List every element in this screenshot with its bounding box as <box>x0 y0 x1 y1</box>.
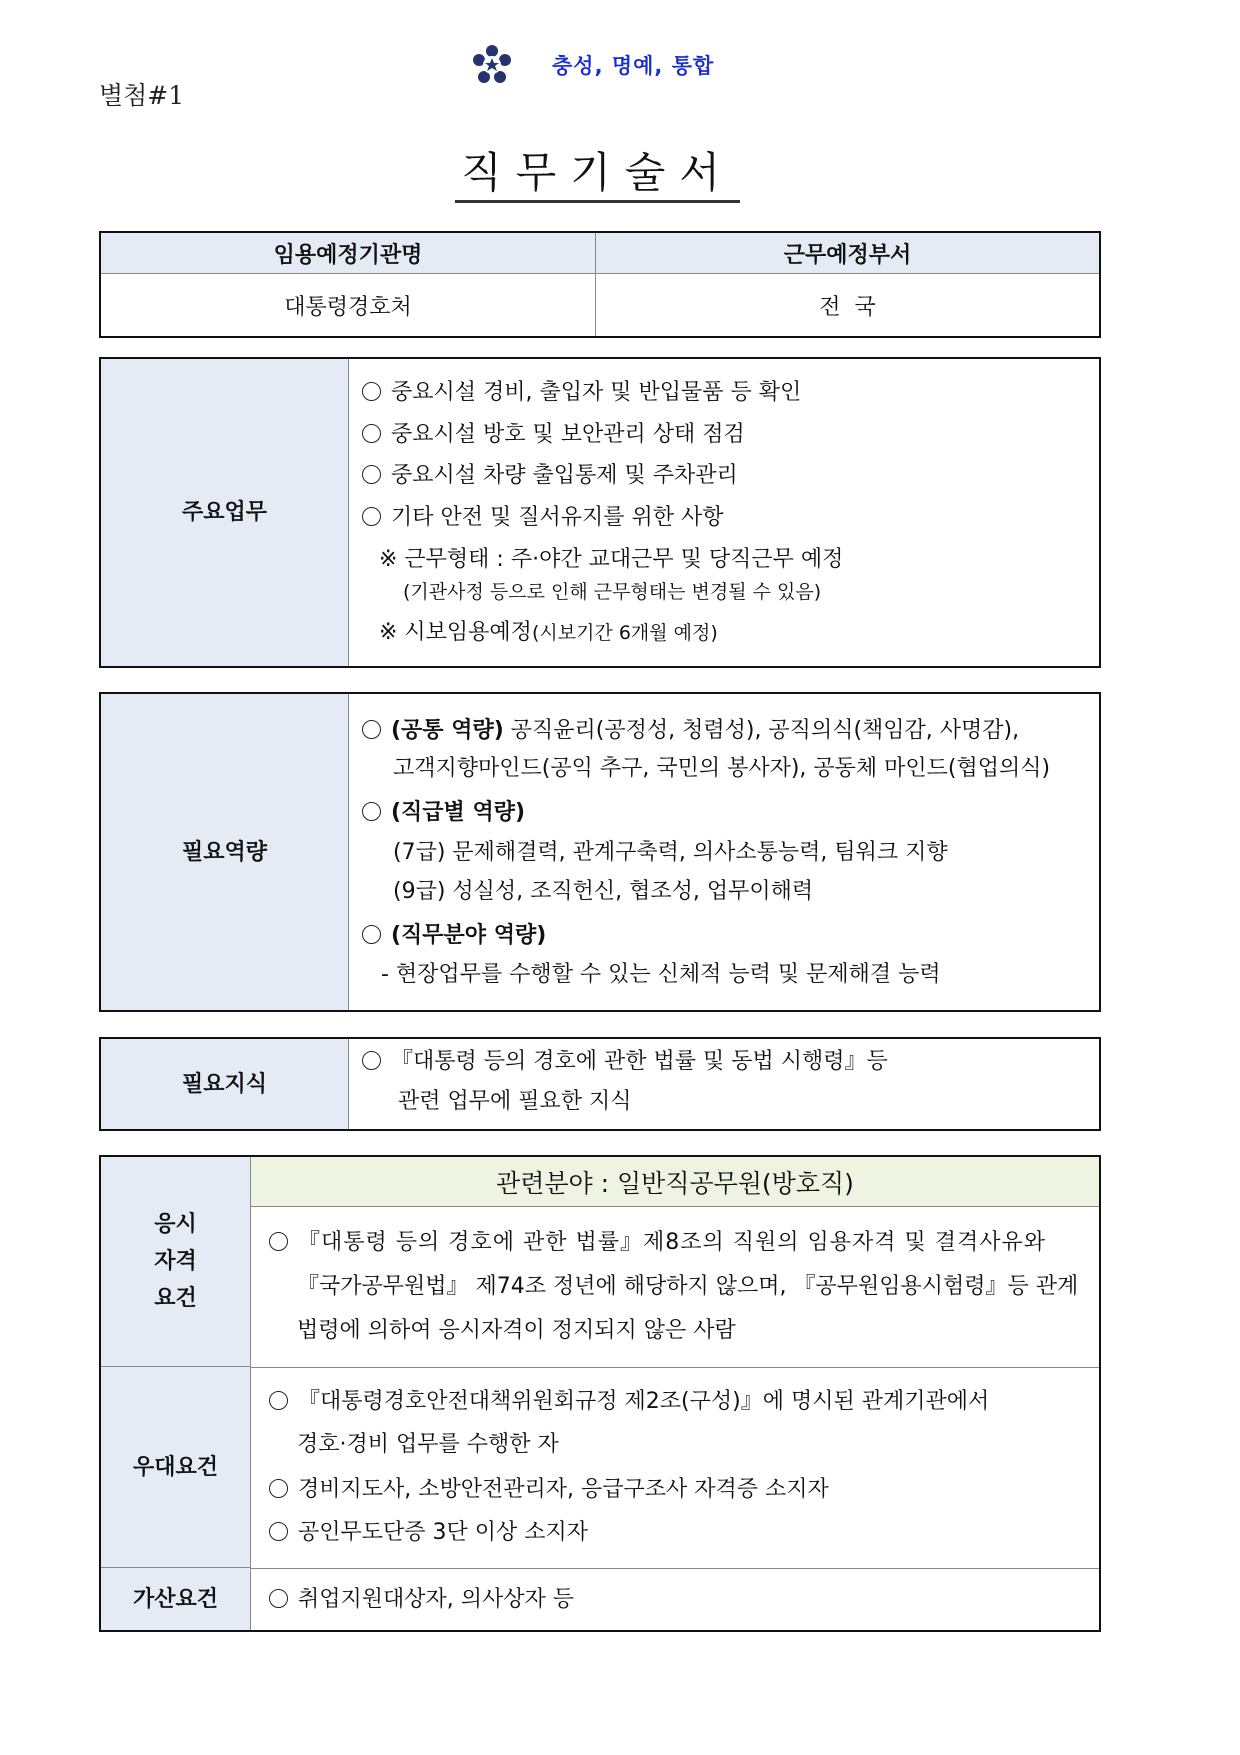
knowledge-table <box>99 1037 1101 1131</box>
circle-bullet-icon <box>269 1522 288 1541</box>
duty-item <box>362 462 738 490</box>
bonus-text: 취업지원대상자, 의사상자 등 <box>298 1587 575 1612</box>
probation-label: ※ 시보임용예정 <box>379 620 532 645</box>
divider <box>251 1367 1099 1368</box>
main-duties-label: 주요업무 <box>101 359 349 666</box>
emblem-logo-icon <box>471 44 513 86</box>
preferred-item <box>269 1388 989 1416</box>
eligibility-label-line: 자격 <box>154 1249 197 1274</box>
common-competency-text: 공직윤리(공정성, 청렴성), 공직의식(책임감, 사명감), <box>503 718 1020 743</box>
grade7-competency: (7급) 문제해결력, 관계구축력, 의사소통능력, 팀워크 지향 <box>393 840 948 865</box>
preferred-text: 경비지도사, 소방안전관리자, 응급구조사 자격증 소지자 <box>298 1477 829 1502</box>
common-competency <box>362 717 1019 745</box>
eligibility-line: 법령에 의하여 응시자격이 정지되지 않은 사람 <box>297 1318 736 1343</box>
grade9-competency: (9급) 성실성, 조직헌신, 협조성, 업무이해력 <box>393 879 814 904</box>
eligibility-item <box>269 1229 1046 1257</box>
agency-value: 대통령경호처 <box>101 274 596 336</box>
knowledge-label: 필요지식 <box>101 1039 349 1129</box>
main-duties-table <box>99 357 1101 668</box>
agency-header: 임용예정기관명 <box>101 233 596 274</box>
department-value: 전 국 <box>819 294 876 320</box>
knowledge-item <box>362 1048 888 1076</box>
preferred-item <box>269 1476 829 1504</box>
duty-text: 중요시설 경비, 출입자 및 반입물품 등 확인 <box>391 380 802 405</box>
preferred-line: 경호·경비 업무를 수행한 자 <box>297 1432 559 1457</box>
bonus-label: 가산요건 <box>101 1568 251 1630</box>
circle-bullet-icon <box>269 1589 288 1608</box>
knowledge-text: 『대통령 등의 경호에 관한 법률 및 동법 시행령』등 <box>391 1049 888 1074</box>
duty-text: 중요시설 차량 출입통제 및 주차관리 <box>391 463 738 488</box>
probation-note <box>379 619 718 647</box>
grade-competency <box>362 799 525 827</box>
circle-bullet-icon <box>362 424 381 443</box>
common-competency-line2: 고객지향마인드(공익 추구, 국민의 봉사자), 공동체 마인드(협업의식) <box>393 756 1051 781</box>
work-type-subnote: (기관사정 등으로 인해 근무형태는 변경될 수 있음) <box>403 581 822 603</box>
field-header: 관련분야 : 일반직공무원(방호직) <box>251 1157 1099 1207</box>
preferred-item <box>269 1519 588 1547</box>
eligibility-label-line: 응시 <box>154 1212 197 1237</box>
job-competency <box>362 922 546 950</box>
attachment-label: 별첨#1 <box>99 81 185 110</box>
preferred-label: 우대요건 <box>101 1367 251 1568</box>
work-type-note: ※ 근무형태 : 주·야간 교대근무 및 당직근무 예정 <box>379 547 844 572</box>
requirements-table <box>99 1155 1101 1632</box>
job-competency-title: (직무분야 역량) <box>391 923 547 948</box>
grade-competency-title: (직급별 역량) <box>391 800 526 825</box>
duty-item <box>362 379 801 407</box>
job-competency-text: - 현장업무를 수행할 수 있는 신체적 능력 및 문제해결 능력 <box>381 962 941 987</box>
circle-bullet-icon <box>362 720 381 739</box>
department-header: 근무예정부서 <box>596 233 1099 274</box>
probation-detail: (시보기간 6개월 예정) <box>531 622 718 644</box>
eligibility-label-line: 요건 <box>154 1286 197 1311</box>
duty-item <box>362 421 745 449</box>
eligibility-label <box>101 1157 251 1367</box>
circle-bullet-icon <box>362 465 381 484</box>
eligibility-line: 『국가공무원법』 제74조 정년에 해당하지 않으며, 『공무원임용시험령』등 관계 <box>297 1274 1079 1299</box>
duty-item <box>362 504 724 532</box>
knowledge-line2: 관련 업무에 필요한 지식 <box>398 1089 632 1114</box>
circle-bullet-icon <box>362 382 381 401</box>
organization-table <box>99 231 1101 338</box>
circle-bullet-icon <box>362 802 381 821</box>
circle-bullet-icon <box>269 1479 288 1498</box>
bonus-item <box>269 1586 574 1614</box>
competencies-label: 필요역량 <box>101 694 349 1010</box>
divider <box>251 1568 1099 1569</box>
duty-text: 기타 안전 및 질서유지를 위한 사항 <box>391 505 724 530</box>
common-competency-title: (공통 역량) <box>391 718 504 743</box>
preferred-text: 공인무도단증 3단 이상 소지자 <box>298 1520 589 1545</box>
circle-bullet-icon <box>362 925 381 944</box>
preferred-text: 『대통령경호안전대책위원회규정 제2조(구성)』에 명시된 관계기관에서 <box>298 1389 990 1414</box>
competencies-table <box>99 692 1101 1012</box>
eligibility-text: 『대통령 등의 경호에 관한 법률』제8조의 직원의 임용자격 및 결격사유와 <box>298 1230 1047 1255</box>
circle-bullet-icon <box>269 1232 288 1251</box>
circle-bullet-icon <box>362 507 381 526</box>
circle-bullet-icon <box>269 1391 288 1410</box>
motto-text: 충성, 명예, 통합 <box>552 54 715 78</box>
duty-text: 중요시설 방호 및 보안관리 상태 점검 <box>391 422 745 447</box>
circle-bullet-icon <box>362 1051 381 1070</box>
page-title: 직무기술서 <box>455 148 740 203</box>
